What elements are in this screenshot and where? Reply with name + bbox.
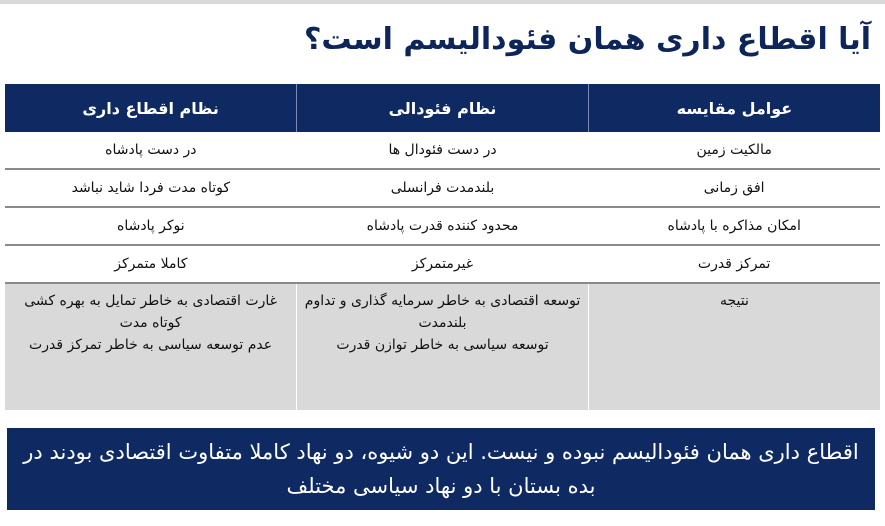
cell-criteria: افق زمانی <box>588 169 880 207</box>
result-iqta-line: غارت اقتصادی به خاطر تمایل به بهره کشی کوتاه مدت <box>24 293 277 331</box>
conclusion-banner: اقطاع داری همان فئودالیسم نبوده و نیست. این دو شیوه، دو نهاد کاملا متفاوت اقتصادی بودند در بده بستان با دو نهاد سیاسی مختلف <box>7 428 875 510</box>
cell-criteria: تمرکز قدرت <box>588 245 880 283</box>
cell-iqta: کاملا متمرکز <box>5 245 297 283</box>
table-header-row <box>5 84 880 132</box>
comparison-table <box>5 84 880 410</box>
table-row <box>5 207 880 245</box>
table-row <box>5 245 880 283</box>
header-iqta: نظام اقطاع داری <box>5 84 297 132</box>
result-feudal-line: توسعه اقتصادی به خاطر سرمایه گذاری و تداوم بلندمدت <box>304 293 581 331</box>
result-iqta-line: عدم توسعه سیاسی به خاطر تمرکز قدرت <box>29 337 273 353</box>
cell-result-feudal <box>297 283 589 410</box>
cell-result-iqta <box>5 283 297 410</box>
header-feudal: نظام فئودالی <box>297 84 589 132</box>
result-row <box>5 283 880 410</box>
cell-iqta: نوکر پادشاه <box>5 207 297 245</box>
table-row <box>5 132 880 169</box>
table-row <box>5 169 880 207</box>
cell-result-label: نتیجه <box>588 283 880 410</box>
cell-feudal: محدود کننده قدرت پادشاه <box>297 207 589 245</box>
page-title: آیا اقطاع داری همان فئودالیسم است؟ <box>303 22 871 57</box>
cell-iqta: در دست پادشاه <box>5 132 297 169</box>
header-criteria: عوامل مقایسه <box>588 84 880 132</box>
cell-feudal: در دست فئودال ها <box>297 132 589 169</box>
cell-criteria: امکان مذاکره با پادشاه <box>588 207 880 245</box>
result-feudal-line: توسعه سیاسی به خاطر توازن قدرت <box>336 337 549 353</box>
cell-criteria: مالکیت زمین <box>588 132 880 169</box>
top-bar <box>0 0 885 4</box>
cell-feudal: بلندمدت فرانسلی <box>297 169 589 207</box>
cell-iqta: کوتاه مدت فردا شاید نباشد <box>5 169 297 207</box>
cell-feudal: غیرمتمرکز <box>297 245 589 283</box>
